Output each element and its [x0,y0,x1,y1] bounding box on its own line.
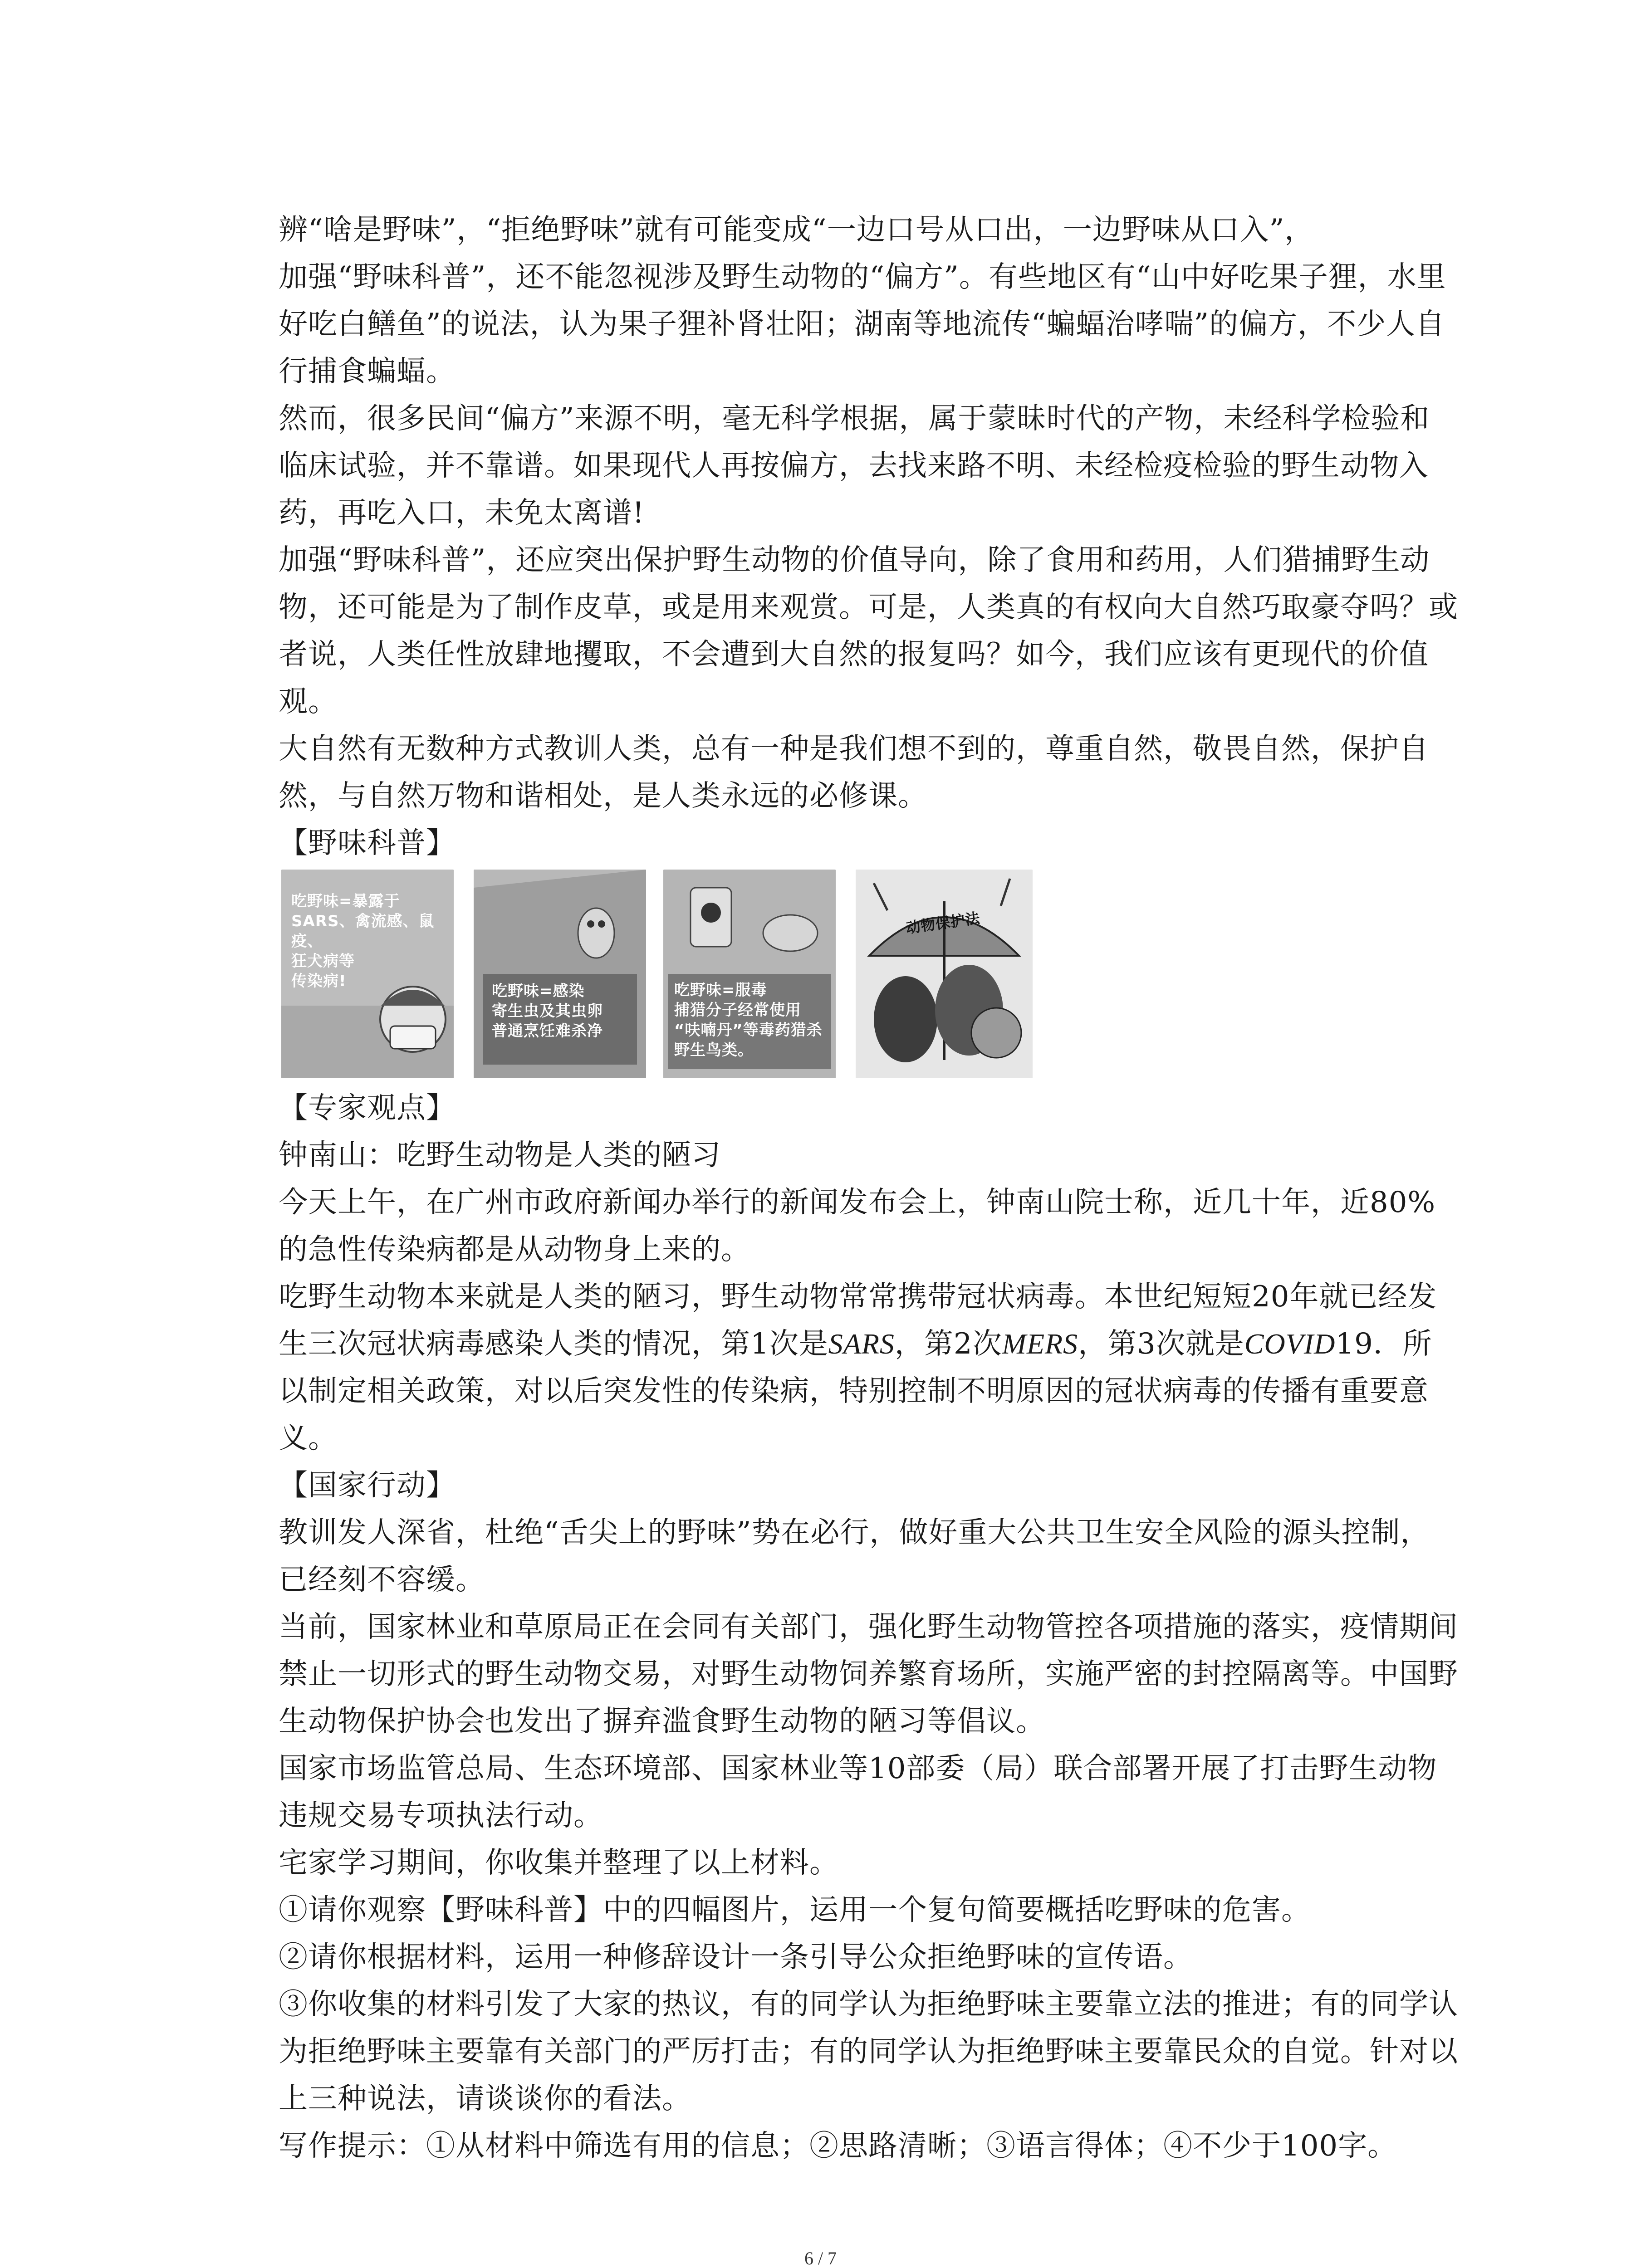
expert-paragraph-2-part-c: ，第3次就是 [1078,1327,1244,1361]
poster-1-text: 吃野味=暴露于 SARS、禽流感、鼠疫、 狂犬病等 传染病! [291,892,435,990]
expert-title: 钟南山：吃野生动物是人类的陋习 [279,1139,721,1172]
question-intro: 宅家学习期间，你收集并整理了以上材料。 [279,1846,839,1880]
question-3: ③你收集的材料引发了大家的热议，有的同学认为拒绝野味主要靠立法的推进；有的同学认为拒绝野味主要靠有关部门的严厉打击；有的同学认为拒绝野味主要靠民众的自觉。针对以上三种说法，请谈谈你的看法。 [279,1988,1458,2116]
question-1: ①请你观察【野味科普】中的四幅图片，运用一个复句简要概括吃野味的危害。 [279,1893,1311,1927]
nation-paragraph-2: 当前，国家林业和草原局正在会同有关部门，强化野生动物管控各项措施的落实，疫情期间禁止一切形式的野生动物交易，对野生动物饲养繁育场所，实施严密的封控隔离等。中国野生动物保护协会也发出了摒弃滥食野生动物的陋习等倡议。 [279,1610,1458,1738]
poster-3-text: 吃野味=服毒 捕猎分子经常使用 “呋喃丹”等毒药猎杀 野生鸟类。 [674,981,823,1059]
poster-4-text: 动物保护法 [905,909,981,937]
question-2: ②请你根据材料，运用一种修辞设计一条引导公众拒绝野味的宣传语。 [279,1941,1193,1974]
writing-tip: 写作提示：①从材料中筛选有用的信息；②思路清晰；③语言得体；④不少于100字。 [279,2129,1397,2163]
poster-2-art [474,870,646,1078]
poster-image-3 [663,870,836,1078]
poster-2-text: 吃野味=感染 寄生虫及其虫卵 普通烹饪难杀净 [492,982,603,1040]
paragraph-5: 大自然有无数种方式教训人类，总有一种是我们想不到的，尊重自然，敬畏自然，保护自然，与自然万物和谐相处，是人类永远的必修课。 [279,732,1429,813]
section-heading-science: 【野味科普】 [279,826,456,860]
science-pictures [279,870,1458,1083]
term-covid: COVID [1244,1328,1336,1360]
poster-image-1 [281,870,454,1078]
nation-paragraph-1: 教训发人深省，杜绝“舌尖上的野味”势在必行，做好重大公共卫生安全风险的源头控制，已经刻不容缓。 [279,1516,1430,1597]
paragraph-4: 加强“野味科普”，还应突出保护野生动物的价值导向，除了食用和药用，人们猎捕野生动物，还可能是为了制作皮草，或是用来观赏。可是，人类真的有权向大自然巧取豪夺吗？或者说，人类任性放肆地攫取，不会遭到大自然的报复吗？如今，我们应该有更现代的价值观。 [279,543,1458,719]
term-sars: SARS [828,1328,895,1360]
document-body [279,206,1458,2170]
section-heading-expert: 【专家观点】 [279,1091,456,1125]
expert-paragraph-2-part-d: 19．所以制定相关政策，对以后突发性的传染病，特别控制不明原因的冠状病毒的传播有重要意义。 [279,1327,1432,1455]
term-mers: MERS [1002,1328,1078,1360]
section-heading-nation: 【国家行动】 [279,1469,456,1502]
paragraph-3: 然而，很多民间“偏方”来源不明，毫无科学根据，属于蒙昧时代的产物，未经科学检验和临床试验，并不靠谱。如果现代人再按偏方，去找来路不明、未经检疫检验的野生动物入药，再吃入口，未免太离谱! [279,402,1430,530]
expert-paragraph-2-part-b: ，第2次 [894,1327,1002,1361]
poster-image-2 [474,870,646,1078]
paragraph-2: 加强“野味科普”，还不能忽视涉及野生动物的“偏方”。有些地区有“山中好吃果子狸，水里好吃白鳝鱼”的说法，认为果子狸补肾壮阳；湖南等地流传“蝙蝠治哮喘”的偏方，不少人自行捕食蝙蝠。 [279,260,1446,388]
poster-image-4 [856,870,1033,1078]
page-number: 6 / 7 [804,2248,837,2268]
expert-paragraph-2 [279,1273,1458,1462]
expert-paragraph-1: 今天上午，在广州市政府新闻办举行的新闻发布会上，钟南山院士称，近几十年，近80%的急性传染病都是从动物身上来的。 [279,1186,1436,1266]
paragraph-1: 辨“啥是野味”，“拒绝野味”就有可能变成“一边口号从口出，一边野味从口入”， [279,213,1314,247]
umbrella-cartoon-art [856,870,1033,1078]
expert-paragraph-2-part-a: 吃野生动物本来就是人类的陋习，野生动物常常携带冠状病毒。本世纪短短20年就已经发生三次冠状病毒感染人类的情况，第1次是 [279,1280,1437,1361]
nation-paragraph-3: 国家市场监管总局、生态环境部、国家林业等10部委（局）联合部署开展了打击野生动物违规交易专项执法行动。 [279,1752,1437,1833]
